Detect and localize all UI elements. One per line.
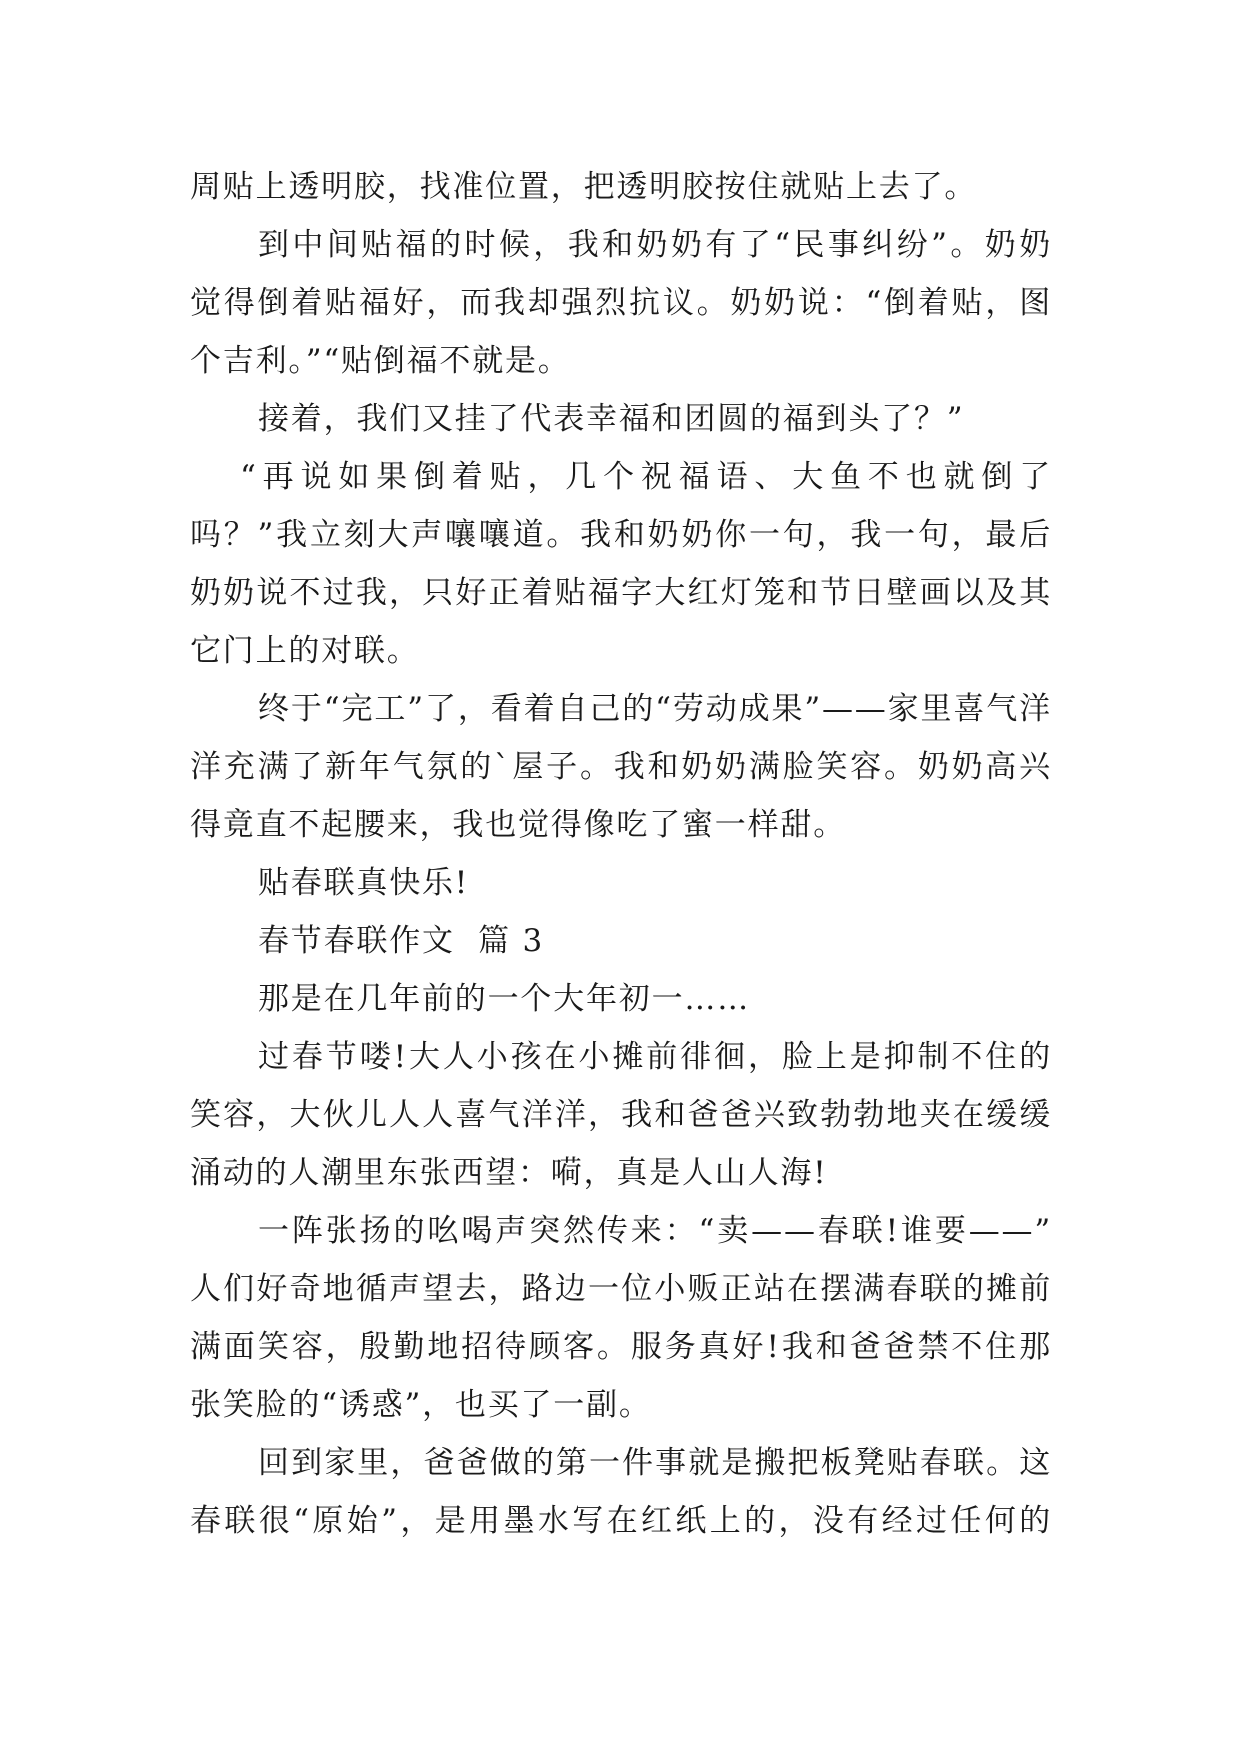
text-line-1: 周贴上透明胶，找准位置，把透明胶按住就贴上去了。 xyxy=(190,169,978,205)
text-line-8: 奶奶说不过我，只好正着贴福字大红灯笼和节日壁画以及其 xyxy=(190,575,1052,611)
text-line-5: 接着，我们又挂了代表幸福和团圆的福到头了？” xyxy=(258,401,965,437)
text-line-13: 贴春联真快乐! xyxy=(258,865,470,901)
text-line-23: 回到家里，爸爸做的第一件事就是搬把板凳贴春联。这 xyxy=(258,1445,1052,1481)
text-line-10: 终于“完工”了，看着自己的“劳动成果”——家里喜气洋 xyxy=(258,691,1052,727)
text-line-15: 那是在几年前的一个大年初一…… xyxy=(258,981,750,1017)
text-line-2: 到中间贴福的时候，我和奶奶有了“民事纠纷”。奶奶 xyxy=(258,227,1052,263)
text-line-4: 个吉利。”“贴倒福不就是。 xyxy=(190,343,571,379)
document-body xyxy=(190,158,1052,1550)
text-line-22: 张笑脸的“诱惑”，也买了一副。 xyxy=(190,1387,652,1423)
text-line-11: 洋充满了新年气氛的`屋子。我和奶奶满脸笑容。奶奶高兴 xyxy=(190,749,1052,785)
text-line-21: 满面笑容，殷勤地招待顾客。服务真好!我和爸爸禁不住那 xyxy=(190,1329,1052,1365)
text-line-19: 一阵张扬的吆喝声突然传来：“卖——春联!谁要——” xyxy=(258,1213,1052,1249)
text-line-9: 它门上的对联。 xyxy=(190,633,420,669)
text-line-24: 春联很“原始”，是用墨水写在红纸上的，没有经过任何的 xyxy=(190,1503,1052,1539)
text-line-3: 觉得倒着贴福好，而我却强烈抗议。奶奶说：“倒着贴，图 xyxy=(190,285,1052,321)
text-line-20: 人们好奇地循声望去，路边一位小贩正站在摆满春联的摊前 xyxy=(190,1271,1052,1307)
text-line-12: 得竟直不起腰来，我也觉得像吃了蜜一样甜。 xyxy=(190,807,846,843)
text-line-17: 笑容，大伙儿人人喜气洋洋，我和爸爸兴致勃勃地夹在缓缓 xyxy=(190,1097,1052,1133)
text-line-7: 吗？”我立刻大声嚷嚷道。我和奶奶你一句，我一句，最后 xyxy=(190,517,1052,553)
text-line-16: 过春节喽!大人小孩在小摊前徘徊，脸上是抑制不住的 xyxy=(258,1039,1052,1075)
section-heading: 春节春联作文 篇 3 xyxy=(258,923,545,959)
text-line-6: “再说如果倒着贴，几个祝福语、大鱼不也就倒了 xyxy=(240,459,1052,495)
text-line-18: 涌动的人潮里东张西望：嗬，真是人山人海! xyxy=(190,1155,828,1191)
